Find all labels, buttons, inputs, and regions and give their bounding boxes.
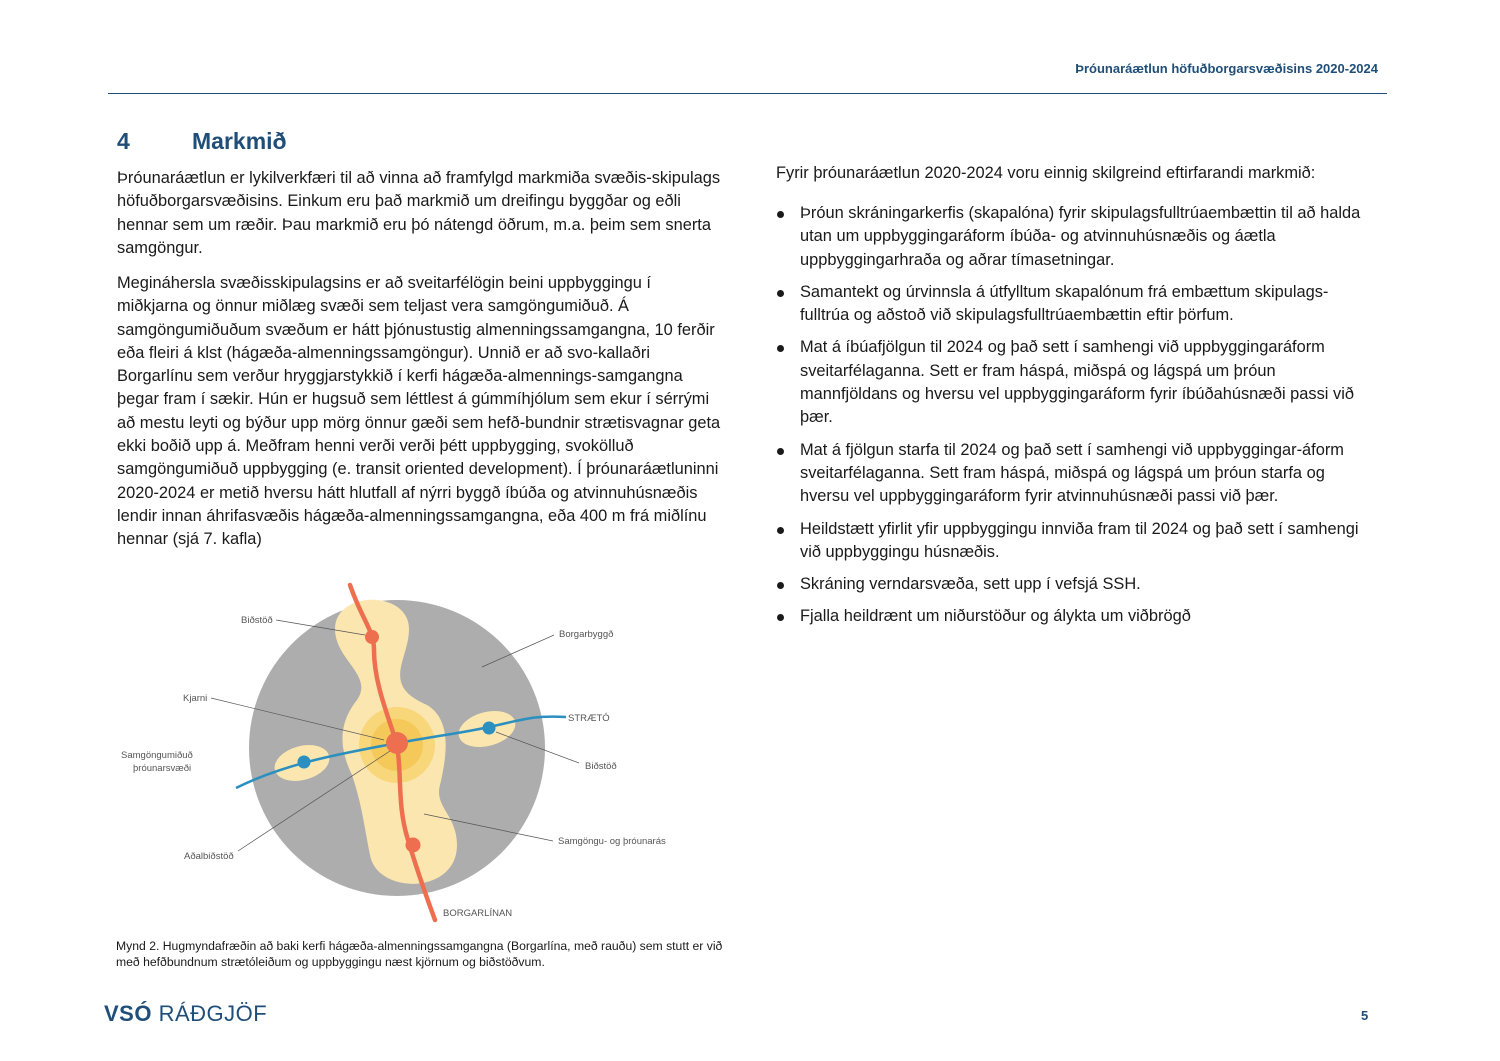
logo-bold-text: VSÓ (104, 1001, 152, 1026)
list-item (776, 439, 1376, 509)
bullet-icon (777, 345, 784, 352)
goals-list (776, 202, 1376, 638)
label-borgarbyggd: Borgarbyggð (559, 629, 614, 640)
label-samgongumidud-line1: Samgöngumiðuð (121, 750, 193, 761)
section-title: Markmið (192, 128, 287, 154)
main-stop (386, 732, 408, 754)
list-item-text: Þróun skráningarkerfis (skapalóna) fyrir skipulagsfulltrúaembættin til að halda utan um uppbyggingaráform íbúða- og atvinnuhúsnæðis og áætla uppbyggingarhraða og aðrar tímasetningar. (800, 204, 1361, 269)
concept-diagram-svg (112, 575, 722, 925)
label-bidstod-top: Biðstöð (241, 615, 273, 626)
label-samgongumidud-line2: þróunarsvæði (133, 763, 192, 774)
label-straeto: STRÆTÓ (568, 713, 610, 724)
list-item-text: Fjalla heildrænt um niðurstöður og álykta um viðbrögð (800, 607, 1191, 626)
label-samgongu-ras: Samgöngu- og þróunarás (558, 836, 666, 847)
stop-top (365, 630, 379, 644)
bullet-icon (777, 211, 784, 218)
bullet-icon (777, 448, 784, 455)
list-item-text: Mat á fjölgun starfa til 2024 og það sett í samhengi við uppbyggingar-áform sveitarfélaganna. Sett fram háspá, miðspá og lágspá um þróun starfa og hversu vel uppbyggingaráform fyrir atvinnuhúsnæði passi við þær. (800, 440, 1344, 506)
list-item (776, 281, 1376, 328)
bullet-icon (777, 614, 784, 621)
list-item-text: Samantekt og úrvinnsla á útfylltum skapalónum frá embættum skipulags-fulltrúa og aðstoð við skipulagsfulltrúaembættin eftir þörfum. (800, 282, 1329, 325)
goals-intro: Fyrir þróunaráætlun 2020-2024 voru einnig skilgreind eftirfarandi markmið: (776, 164, 1316, 182)
section-number: 4 (117, 128, 130, 154)
page-number: 5 (1361, 1008, 1369, 1023)
list-item (776, 202, 1376, 272)
label-kjarni: Kjarni (183, 693, 208, 704)
bus-stop-right (483, 722, 496, 735)
logo-light-text: RÁÐGJÖF (158, 1001, 268, 1026)
list-item (776, 605, 1376, 628)
bus-stop-left (298, 756, 311, 769)
vso-logo (104, 1001, 267, 1027)
section-heading (117, 128, 287, 155)
header-divider (108, 93, 1387, 94)
list-item (776, 518, 1376, 565)
label-bidstod-right: Biðstöð (585, 761, 617, 772)
list-item-text: Mat á íbúafjölgun til 2024 og það sett í samhengi við uppbyggingaráform sveitarfélaganna. Sett er fram háspá, miðspá og lágspá um þróun mannfjöldans og hversu vel uppbyggingaráform fyrir íbúðahúsnæði passi við þær. (800, 338, 1354, 427)
list-item-text: Skráning verndarsvæða, sett upp í vefsjá SSH. (800, 575, 1141, 594)
label-adalbidstod: Aðalbiðstöð (184, 851, 234, 862)
list-item (776, 336, 1376, 429)
bullet-icon (777, 582, 784, 589)
list-item (776, 573, 1376, 596)
bullet-icon (777, 290, 784, 297)
figure-caption: Mynd 2. Hugmyndafræðin að baki kerfi hágæða-almenningssamgangna (Borgarlína, með rauðu) sem stutt er við með hefðbundnum strætóleiðum og uppbyggingu næst kjörnum og biðstöðvum. (116, 939, 723, 969)
concept-diagram (112, 575, 722, 925)
bullet-icon (777, 527, 784, 534)
stop-bottom (406, 838, 421, 853)
paragraph-intro: Þróunaráætlun er lykilverkfæri til að vinna að framfylgd markmiða svæðis-skipulags höfuðborgarsvæðisins. Einkum eru það markmið um dreifingu byggðar og eðli hennar sem um ræðir. Þau markmið eru þó nátengd öðrum, m.a. þeim sem snerta samgöngur. (117, 169, 721, 257)
list-item-text: Heildstætt yfirlit yfir uppbyggingu innviða fram til 2024 og það sett í samhengi við uppbyggingu húsnæðis. (800, 519, 1359, 561)
paragraph-main: Megináhersla svæðisskipulagsins er að sveitarfélögin beini uppbyggingu í miðkjarna og önnur miðlæg svæði sem teljast vera samgöngumiðuð. Á samgöngumiðuðum svæðum er hátt þjónustustig almenningssamgangna, 10 ferðir eða fleiri á klst (hágæða-almenningssamgöngur). Unnið er að svo-kallaðri Borgarlínu sem verður hryggjarstykkið í kerfi hágæða-almennings-samgangna þegar fram í sækir. Hún er hugsuð sem léttlest á gúmmíhjólum sem ekur í sérrými að mestu leyti og býður upp mörg önnur gæði sem hefð-bundnir strætisvagnar geta ekki boðið upp á. Meðfram henni verði verði þétt uppbygging, svokölluð samgöngumiðuð uppbygging (e. transit oriented development). Í þróunaráætluninni 2020-2024 er metið hversu hátt hlutfall af nýrri byggð íbúða og atvinnuhúsnæðis lendir innan áhrifasvæðis hágæða-almenningssamgangna, eða 400 m frá miðlínu hennar (sjá 7. kafla) (117, 274, 721, 549)
label-borgarlinan: BORGARLÍNAN (443, 908, 513, 919)
header-title: Þróunaráætlun höfuðborgarsvæðisins 2020-2024 (1075, 61, 1378, 76)
